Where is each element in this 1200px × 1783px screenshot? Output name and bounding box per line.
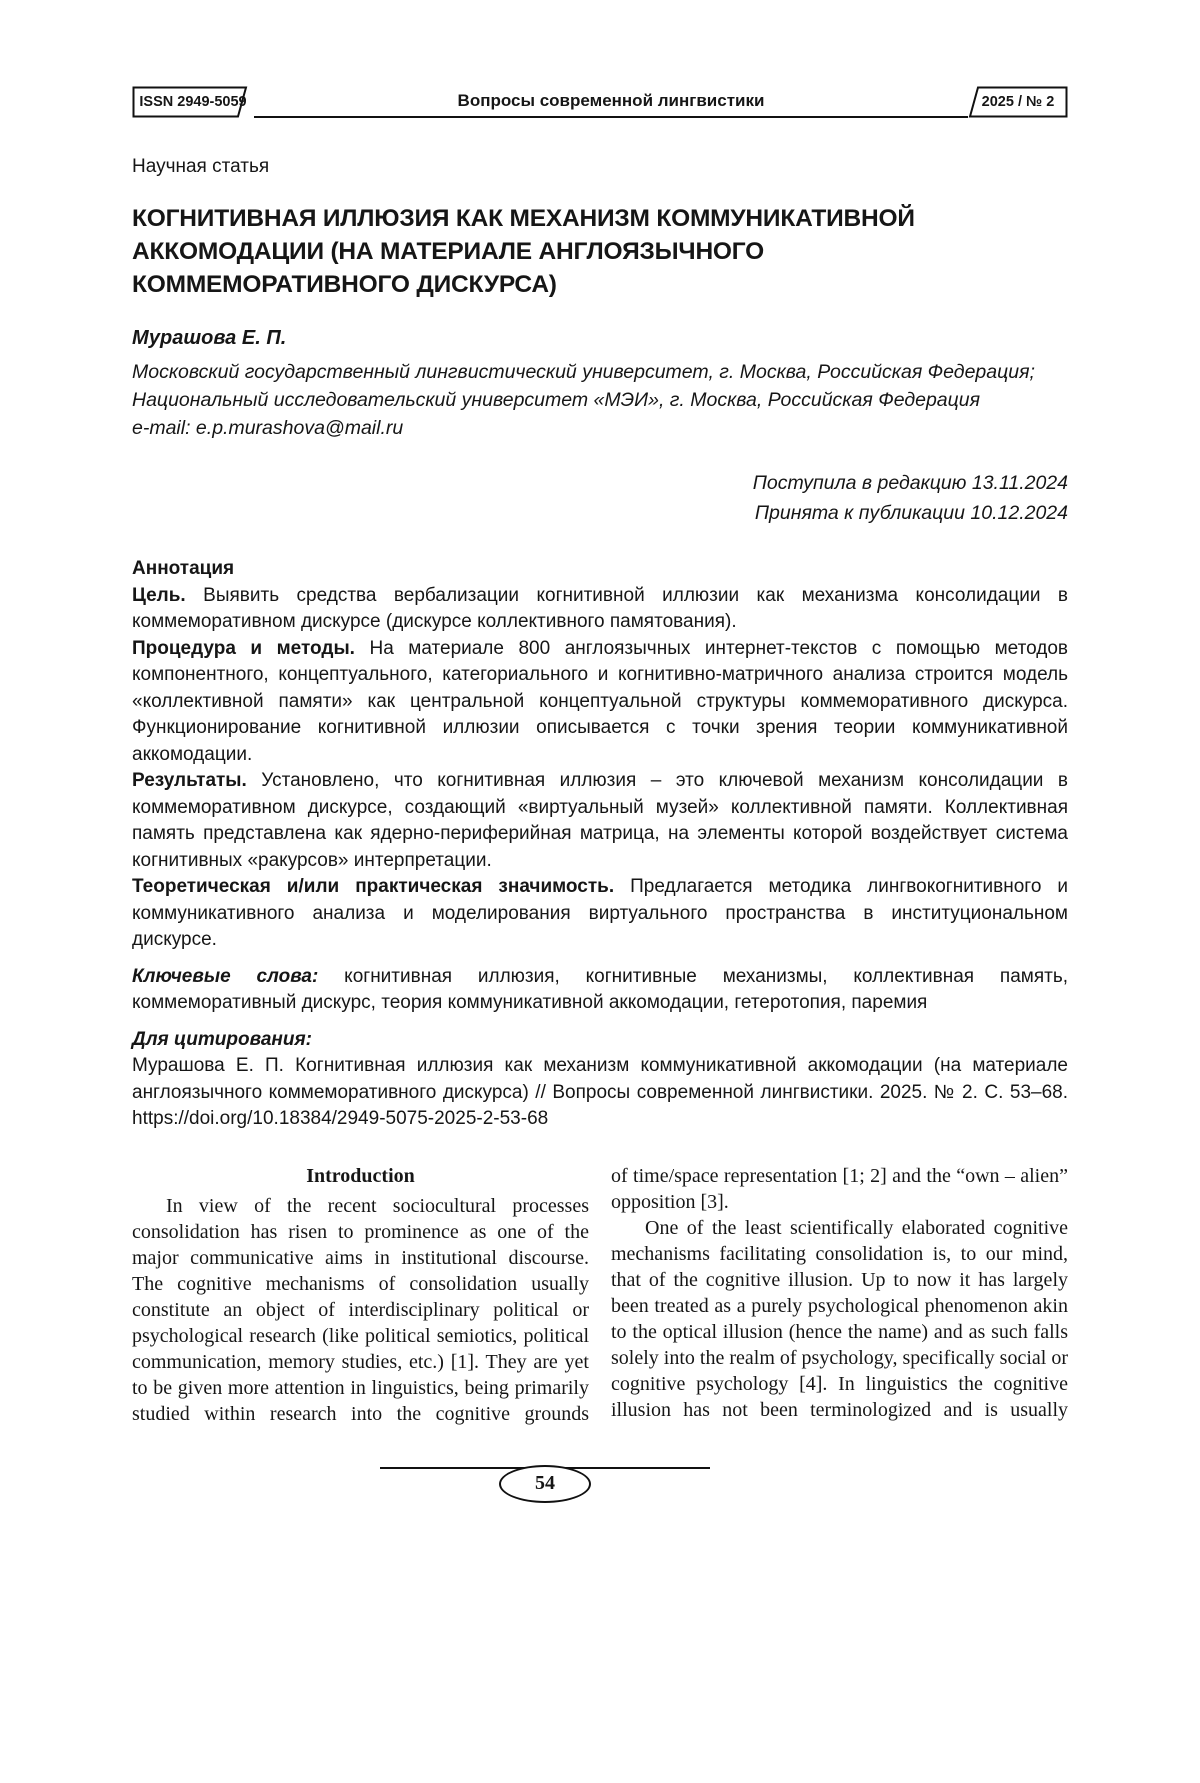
abstract-results-text: Установлено, что когнитивная иллюзия – это ключевой механизм консолидации в коммеморативном дискурсе, создающий «виртуальный музей» коллективной памяти. Коллективная память представлена как ядерно-периферийная матрица, на элементы которой воздействует система когнитивных «ракурсов» интерпретации. xyxy=(132,770,1068,871)
issn-label: ISSN 2949-5059 xyxy=(139,94,247,110)
citation-block xyxy=(132,1027,1068,1133)
article-title: КОГНИТИВНАЯ ИЛЛЮЗИЯ КАК МЕХАНИЗМ КОММУНИКАТИВНОЙ АККОМОДАЦИИ (НА МАТЕРИАЛЕ АНГЛОЯЗЫЧНОГО КОММЕМОРАТИВНОГО ДИСКУРСА) xyxy=(132,205,915,298)
author-email: e-mail: e.p.murashova@mail.ru xyxy=(132,417,404,439)
body-paragraph: of time/space representation [1; 2] and the “own – alien” opposition [3]. xyxy=(611,1164,1068,1213)
abstract-heading: Аннотация xyxy=(132,558,235,579)
citation-label: Для цитирования: xyxy=(132,1028,312,1050)
keywords-label: Ключевые слова: xyxy=(132,965,319,987)
page-number-badge xyxy=(499,1465,591,1503)
keywords-block xyxy=(132,964,1068,1017)
body-paragraph: One of the least scientifically elaborated cognitive mechanisms facilitating consolidation is, to our mind, that of the cognitive illusion. Up to now it has largely been treated as a purely psychological phenomenon akin to the optical illusion (hence the name) and as such falls solely into the realm of psychology, specifically social or cognitive psychology [4]. In linguistics the cognitive illusion has not been terminologized and is usually xyxy=(611,1216,1068,1421)
abstract-section xyxy=(132,556,1068,954)
article-body xyxy=(132,1163,1068,1427)
abstract-results-label: Результаты. xyxy=(132,770,247,791)
abstract-significance-text: Предлагается методика лингвокогнитивного и коммуникативного анализа и моделирования виртуального пространства в институциональном дискурсе. xyxy=(132,876,1068,950)
journal-title: Вопросы современной лингвистики xyxy=(457,91,765,110)
keywords-text: когнитивная иллюзия, когнитивные механизмы, коллективная память, коммеморативный дискурс, теория коммуникативной аккомодации, гетеротопия, паремия xyxy=(132,965,1069,1013)
affiliation-line: Национальный исследовательский университет «МЭИ», г. Москва, Российская Федерация xyxy=(132,389,981,411)
issue-label: 2025 / № 2 xyxy=(981,94,1055,110)
abstract-methods-label: Процедура и методы. xyxy=(132,637,355,659)
author-name: Мурашова Е. П. xyxy=(132,327,287,349)
page-footer xyxy=(380,1467,710,1503)
abstract-methods xyxy=(132,636,1068,769)
received-date: Поступила в редакцию 13.11.2024 xyxy=(752,472,1068,494)
manuscript-dates xyxy=(132,468,1068,528)
body-paragraph: In view of the recent sociocultural processes consolidation has risen to prominence as one of the major communicative aims in institutional discourse. The cognitive mechanisms of consolidation usually constitute an object of interdisciplinary political or psychological research (like political semiotics, political communication, memory studies, etc.) [1]. They are yet to be given more attention in linguistics, being primarily studied within research into the cognitive grounds xyxy=(132,1194,589,1425)
issue-badge xyxy=(968,86,1068,118)
body-column-right xyxy=(611,1163,1068,1427)
abstract-goal-label: Цель. xyxy=(132,584,186,606)
issn-badge xyxy=(132,86,254,118)
body-column-left xyxy=(132,1163,589,1427)
affiliation-line: Московский государственный лингвистический университет, г. Москва, Российская Федерация; xyxy=(132,361,1035,383)
abstract-results xyxy=(132,768,1068,874)
abstract-significance-label: Теоретическая и/или практическая значимость. xyxy=(132,876,615,897)
citation-text: Мурашова Е. П. Когнитивная иллюзия как механизм коммуникативной аккомодации (на материале англоязычного коммеморативного дискурса) // Вопросы современной лингвистики. 2025. № 2. С. 53–68. https://doi.org/10.18384/2949-5075-2025-2-53-68 xyxy=(132,1055,1068,1129)
journal-header xyxy=(132,86,1068,118)
introduction-heading: Introduction xyxy=(306,1164,415,1187)
abstract-methods-text: На материале 800 англоязычных интернет-текстов с помощью методов компонентного, концептуального, категориального и когнитивно-матричного анализа строится модель «коллективной памяти» как центральной концептуальной структуры коммеморативного дискурса. Функционирование когнитивной иллюзии описывается с точки зрения теории коммуникативной аккомодации. xyxy=(132,637,1068,765)
abstract-significance xyxy=(132,874,1068,954)
abstract-goal-text: Выявить средства вербализации когнитивной иллюзии как механизма консолидации в коммеморативном дискурсе (дискурсе коллективного памятования). xyxy=(132,584,1068,632)
article-type-label: Научная статья xyxy=(132,156,270,177)
accepted-date: Принята к публикации 10.12.2024 xyxy=(754,502,1068,524)
affiliations-block xyxy=(132,358,1068,442)
abstract-goal xyxy=(132,583,1068,636)
page-number: 54 xyxy=(535,1472,555,1494)
keywords xyxy=(132,964,1068,1017)
